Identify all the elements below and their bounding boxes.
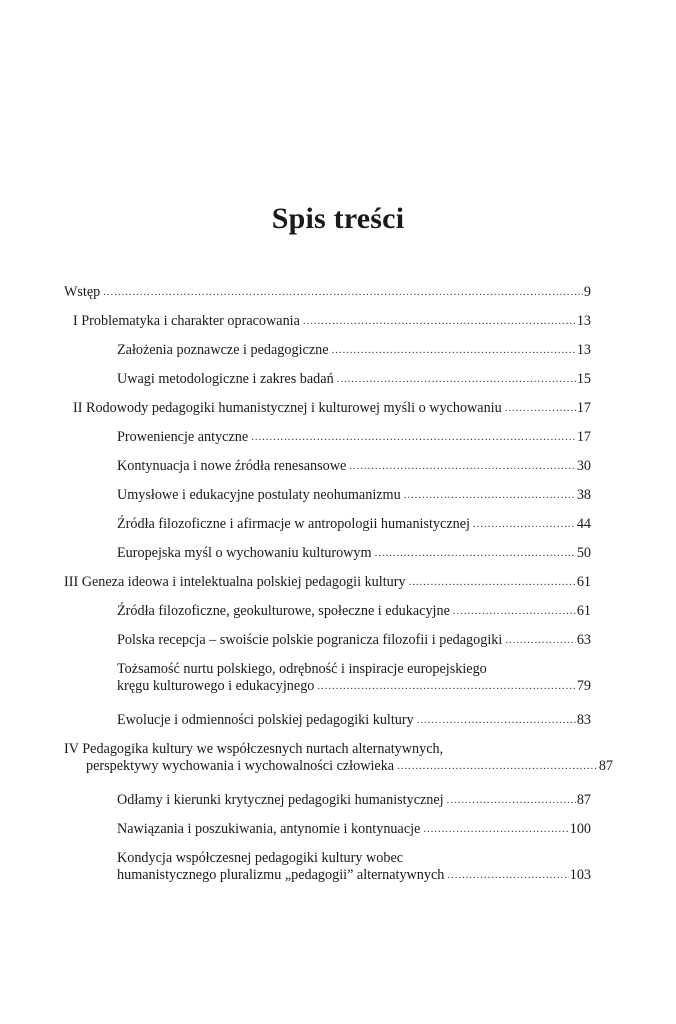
toc-entry-title: I Problematyka i charakter opracowania	[73, 313, 300, 329]
toc-entry-title: Umysłowe i edukacyjne postulaty neohumanizmu	[117, 487, 401, 503]
toc-entry-title: kręgu kulturowego i edukacyjnego	[117, 678, 315, 694]
toc-entry[interactable]	[64, 400, 591, 417]
toc-page-number: 13	[576, 313, 591, 329]
toc-entry[interactable]	[64, 284, 591, 301]
toc-page-number: 87	[598, 758, 613, 774]
dot-leader	[337, 371, 576, 388]
toc-entry[interactable]	[64, 741, 613, 775]
dot-leader	[332, 342, 576, 359]
toc-page-number: 13	[576, 342, 591, 358]
toc-entry[interactable]	[64, 487, 591, 504]
toc-entry-title: II Rodowody pedagogiki humanistycznej i kulturowej myśli o wychowaniu	[73, 400, 502, 416]
toc-entry-title: Odłamy i kierunki krytycznej pedagogiki humanistycznej	[117, 792, 444, 808]
dot-leader	[505, 632, 576, 649]
page-title: Spis treści	[271, 202, 405, 235]
dot-leader	[505, 400, 576, 417]
toc-page-number: 63	[576, 632, 591, 648]
toc-entry[interactable]	[64, 661, 591, 695]
toc-page-number: 87	[576, 792, 591, 808]
toc-entry-title: Założenia poznawcze i pedagogiczne	[117, 342, 329, 358]
toc-page-number: 83	[576, 712, 591, 728]
toc-entry-title-line: Kondycja współczesnej pedagogiki kultury wobec	[117, 850, 404, 866]
dot-leader	[423, 821, 568, 838]
dot-leader	[303, 313, 576, 330]
toc-entry[interactable]	[64, 458, 591, 475]
dot-leader	[397, 758, 598, 775]
toc-entry[interactable]	[64, 792, 591, 809]
toc-page-number: 17	[576, 429, 591, 445]
toc-entry-title: Źródła filozoficzne, geokulturowe, społeczne i edukacyjne	[117, 603, 450, 619]
toc-entry-title: Kontynuacja i nowe źródła renesansowe	[117, 458, 347, 474]
toc-entry-title: Wstęp	[64, 284, 101, 300]
toc-entry[interactable]	[64, 603, 591, 620]
toc-entry[interactable]	[64, 371, 591, 388]
toc-entry[interactable]	[64, 712, 591, 729]
toc-page-number: 38	[576, 487, 591, 503]
toc-entry-title: Proweniencje antyczne	[117, 429, 249, 445]
toc-entry-title: Europejska myśl o wychowaniu kulturowym	[117, 545, 372, 561]
toc-page-number: 103	[569, 867, 591, 883]
toc-entry[interactable]	[64, 632, 591, 649]
dot-leader	[417, 712, 576, 729]
toc-entry-title: Nawiązania i poszukiwania, antynomie i kontynuacje	[117, 821, 421, 837]
dot-leader	[349, 458, 576, 475]
dot-leader	[453, 603, 576, 620]
toc-entry-title-line: IV Pedagogika kultury we współczesnych nurtach alternatywnych,	[64, 741, 444, 757]
toc-entry-title: Ewolucje i odmienności polskiej pedagogiki kultury	[117, 712, 414, 728]
toc-entry-title: III Geneza ideowa i intelektualna polskiej pedagogii kultury	[64, 574, 406, 590]
dot-leader	[251, 429, 576, 446]
toc-entry-title: perspektywy wychowania i wychowalności człowieka	[86, 758, 395, 774]
toc-entry[interactable]	[64, 516, 591, 533]
toc-page-number: 100	[569, 821, 591, 837]
toc-page-number: 61	[576, 603, 591, 619]
toc-entry-title: Uwagi metodologiczne i zakres badań	[117, 371, 334, 387]
toc-page-number: 30	[576, 458, 591, 474]
toc-entry[interactable]	[64, 850, 591, 884]
dot-leader	[317, 678, 575, 695]
dot-leader	[447, 792, 576, 809]
toc-page-number: 44	[576, 516, 591, 532]
dot-leader	[103, 284, 583, 301]
toc-entry-title-line: Tożsamość nurtu polskiego, odrębność i inspiracje europejskiego	[117, 661, 487, 677]
toc-entry[interactable]	[64, 429, 591, 446]
toc-page-number: 79	[576, 678, 591, 694]
dot-leader	[375, 545, 576, 562]
toc-entry-title: humanistycznego pluralizmu „pedagogii” alternatywnych	[117, 867, 445, 883]
toc-entry[interactable]	[64, 342, 591, 359]
toc-entry-title: Polska recepcja – swoiście polskie pogranicza filozofii i pedagogiki	[117, 632, 503, 648]
toc-entry[interactable]	[64, 821, 591, 838]
dot-leader	[404, 487, 576, 504]
toc-page-number: 61	[576, 574, 591, 590]
toc-entry[interactable]	[64, 313, 591, 330]
dot-leader	[473, 516, 576, 533]
toc-entry[interactable]	[64, 545, 591, 562]
toc-page-number: 9	[583, 284, 591, 300]
toc-entry[interactable]	[64, 574, 591, 591]
dot-leader	[447, 867, 568, 884]
toc-page-number: 15	[576, 371, 591, 387]
toc-page-number: 50	[576, 545, 591, 561]
toc-entry-title: Źródła filozoficzne i afirmacje w antropologii humanistycznej	[117, 516, 470, 532]
toc-page-number: 17	[576, 400, 591, 416]
dot-leader	[409, 574, 576, 591]
